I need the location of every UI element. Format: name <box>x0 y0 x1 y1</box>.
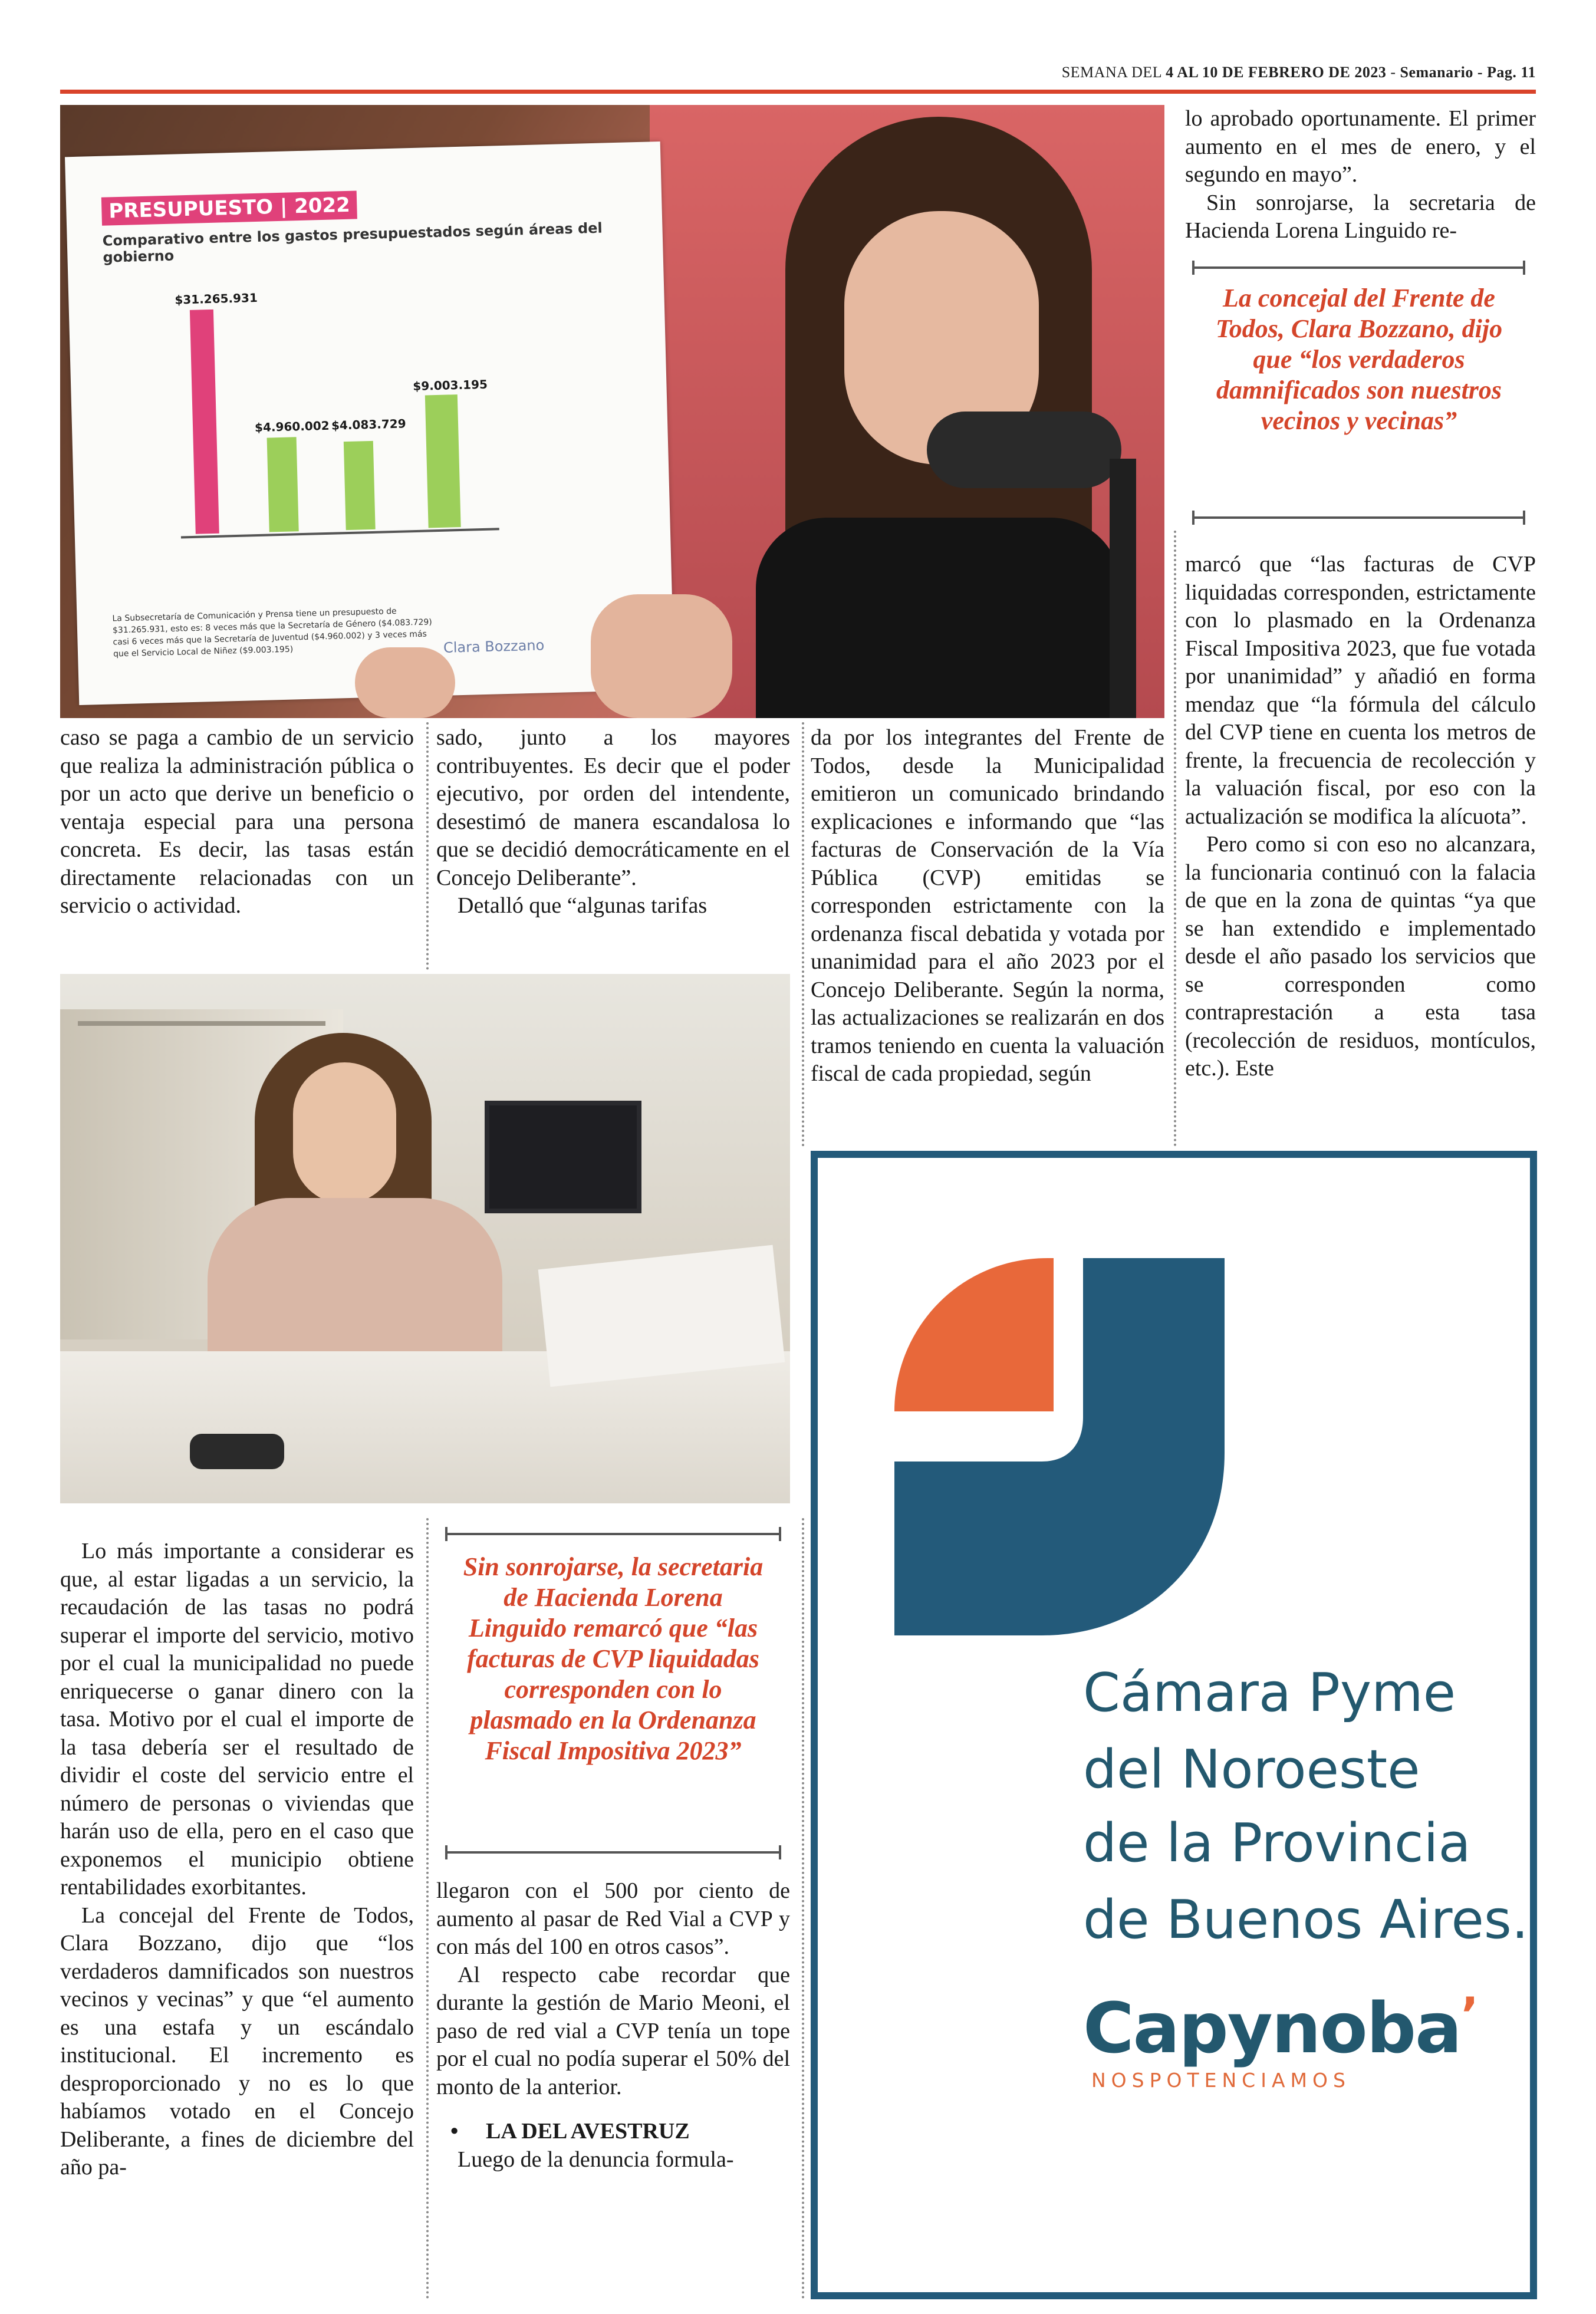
poster-signature: Clara Bozzano <box>443 637 545 656</box>
brand-mark-icon: ’ <box>1460 1987 1478 2042</box>
header-week-prefix: SEMANA DEL <box>1061 64 1166 81</box>
paragraph: La concejal del Frente de Todos, Clara Bozzano, dijo que “los verdaderos damnificados son nuestros vecinos y vecinas” y que “el aumento es una estafa y un escándalo institucional. El incremento es desproporcionado y no es lo que habíamos votado en el Concejo Deliberante, a fines de diciembre del año pa- <box>60 1902 414 2180</box>
ad-text-line2: del Noroeste <box>1083 1739 1420 1800</box>
paragraph: Lo más importante a considerar es que, al estar ligadas a un servicio, la recaudación de las tasas no podrá superar el importe del servicio, motivo por el cual la municipalidad no puede enriquecerse o ganar dinero con la tasa. Motivo por el cual el importe de la tasa debería ser el resultado de dividir el coste del servicio entre el número de personas o viviendas que harán uso de ella, pero en el caso que exponemos el municipio obtiene rentabilidades exorbitantes. <box>60 1539 414 1900</box>
page-header <box>1062 64 1536 81</box>
article-col2-bottom <box>436 1877 790 2174</box>
poster-footnote: La Subsecretaría de Comunicación y Prensa tiene un presupuesto de $31.265.931, esto es: 8 veces más que la Secretaría de Género ($4.083.729) casi 6 veces más que la Secretaría de Juventud ($4.960.002) y 3 veces más que el Servicio Local de Niñez ($9.003.195) <box>112 606 432 659</box>
hand <box>591 594 732 718</box>
budget-poster <box>65 141 674 705</box>
paragraph: Al respecto cabe recordar que durante la gestión de Mario Meoni, el paso de red vial a CVP tenía un tope por el cual no podía superar el 50% del monto de la anterior. <box>436 1962 790 2099</box>
paragraph: Pero como si con eso no alcanzara, la funcionaria continuó con la falacia de que en la zona de quintas “ya que se han extendido e implementado desde el año pasado los servicios que se corresponden como contraprestación a esta tasa (recolección de residuos, montículos, etc.). Este <box>1185 832 1536 1081</box>
article-col1-top <box>60 724 414 920</box>
photo-secretaria-desk <box>60 974 790 1503</box>
pullquote-rule-top <box>1192 266 1525 269</box>
poster-subtitle: Comparativo entre los gastos presupuestados según áreas del gobierno <box>102 219 603 266</box>
poster-bar <box>190 310 219 534</box>
column-divider <box>802 1518 804 2299</box>
paper-stack <box>538 1245 785 1387</box>
column-divider <box>426 1518 429 2299</box>
mic-stand <box>1110 459 1136 718</box>
poster-bar-value: $4.083.729 <box>331 416 406 433</box>
paragraph: lo aprobado oportunamente. El primer aumento en el mes de enero, y el segundo en mayo”. <box>1185 106 1536 187</box>
article-col1-bottom <box>60 1538 414 2182</box>
paragraph: da por los integrantes del Frente de Todos, desde la Municipalidad emitieron un comunicado brindando explicaciones e informando que “las facturas de Conservación de la Vía Pública (CVP) emitidas se corresponden estrictamente con la ordenanza fiscal debatida y votada por unanimidad para el año 2023 por el Concejo Deliberante. Según la norma, las actualizaciones se realizarán en dos tramos teniendo en cuenta la valuación fiscal de cada propiedad, según <box>811 725 1164 1086</box>
advertisement-capynoba <box>811 1151 1537 2299</box>
header-dates: 4 AL 10 DE FEBRERO DE 2023 <box>1166 64 1387 81</box>
ad-text-line1: Cámara Pyme <box>1083 1662 1456 1724</box>
woman-face <box>293 1062 396 1204</box>
poster-bar <box>267 437 299 532</box>
column-divider <box>1174 531 1176 1147</box>
paragraph: Luego de la denuncia formula- <box>458 2147 734 2172</box>
section-heading <box>436 2118 790 2146</box>
paragraph: marcó que “las facturas de CVP liquidadas corresponden, estrictamente con lo plasmado en la Ordenanza Fiscal Impositiva 2023, que fue votada por unanimidad” y añadió en forma mendaz que “la fórmula del cálculo del CVP tiene en cuenta los metros de frente, la frecuencia de recolección y la valuación fiscal, por eso con la actualización se modifica la alícuota”. <box>1185 552 1536 829</box>
photo-concejal-bozzano <box>60 105 1164 718</box>
poster-bar-value: $31.265.931 <box>175 290 258 307</box>
article-col-right-mid <box>1185 551 1536 1083</box>
pullquote-bozzano: La concejal del Frente de Todos, Clara Bozzano, dijo que “los verdaderos damnificados son nuestros vecinos y vecinas” <box>1215 284 1503 435</box>
column-divider <box>426 722 429 970</box>
capynoba-tagline: NOSPOTENCIAMOS <box>1091 2069 1351 2092</box>
pullquote-rule-bottom <box>445 1851 781 1854</box>
pouch <box>190 1434 284 1469</box>
column-divider <box>802 722 804 1147</box>
capynoba-logo-icon <box>894 1258 1260 1641</box>
paragraph: Detalló que “algunas tarifas <box>458 893 707 918</box>
ad-text-line3: de la Provincia <box>1083 1812 1471 1874</box>
header-sep: - <box>1386 64 1400 81</box>
header-rule <box>60 90 1536 94</box>
bullet-icon: • <box>450 2119 459 2144</box>
hand <box>355 647 455 718</box>
paragraph: caso se paga a cambio de un servicio que realiza la administración pública o por un acto que derive un beneficio o ventaja especial para una persona concreta. Es decir, las tasas están directamente relacionadas con un servicio o actividad. <box>60 725 414 918</box>
poster-bar <box>344 441 376 530</box>
ad-text-line4: de Buenos Aires. <box>1083 1889 1529 1951</box>
poster-axis <box>181 528 499 538</box>
woman-dress <box>756 518 1121 718</box>
pullquote-rule-top <box>445 1533 781 1535</box>
article-col2-top <box>436 724 790 920</box>
microphone-icon <box>927 412 1121 488</box>
article-col-right-top <box>1185 105 1536 245</box>
paragraph: sado, junto a los mayores contribuyentes. Es decir que el poder ejecutivo, por orden del intendente, desestimó de manera escandalosa lo que se decidió democráticamente en el Concejo Deliberante”. <box>436 725 790 890</box>
computer-monitor-icon <box>485 1101 641 1213</box>
capynoba-wordmark <box>1083 1987 1477 2069</box>
section-heading-text: LA DEL AVESTRUZ <box>486 2119 690 2144</box>
article-col3 <box>811 724 1164 1088</box>
pullquote-rule-bottom <box>1192 516 1525 519</box>
poster-bar-value: $9.003.195 <box>413 377 488 394</box>
paragraph: Sin sonrojarse, la secretaria de Hacienda Lorena Linguido re- <box>1185 190 1536 243</box>
desk <box>60 1351 790 1503</box>
poster-bar-value: $4.960.002 <box>254 418 330 435</box>
poster-title: PRESUPUESTO | 2022 <box>101 190 358 225</box>
poster-bar <box>425 394 461 528</box>
pullquote-linguido: Sin sonrojarse, la secretaria de Hacienda Lorena Linguido remarcó que “las facturas de CVP liquidadas corresponden con lo plasmado en la Ordenanza Fiscal Impositiva 2023” <box>463 1552 764 1765</box>
capynoba-brand: Capynoba <box>1083 1987 1461 2069</box>
window-frame <box>78 1021 325 1026</box>
paragraph: llegaron con el 500 por ciento de aumento al pasar de Red Vial a CVP y con más del 100 en otros casos”. <box>436 1878 790 1959</box>
header-page-number: - Pag. 11 <box>1473 64 1536 81</box>
header-publication: Semanario <box>1400 64 1473 81</box>
